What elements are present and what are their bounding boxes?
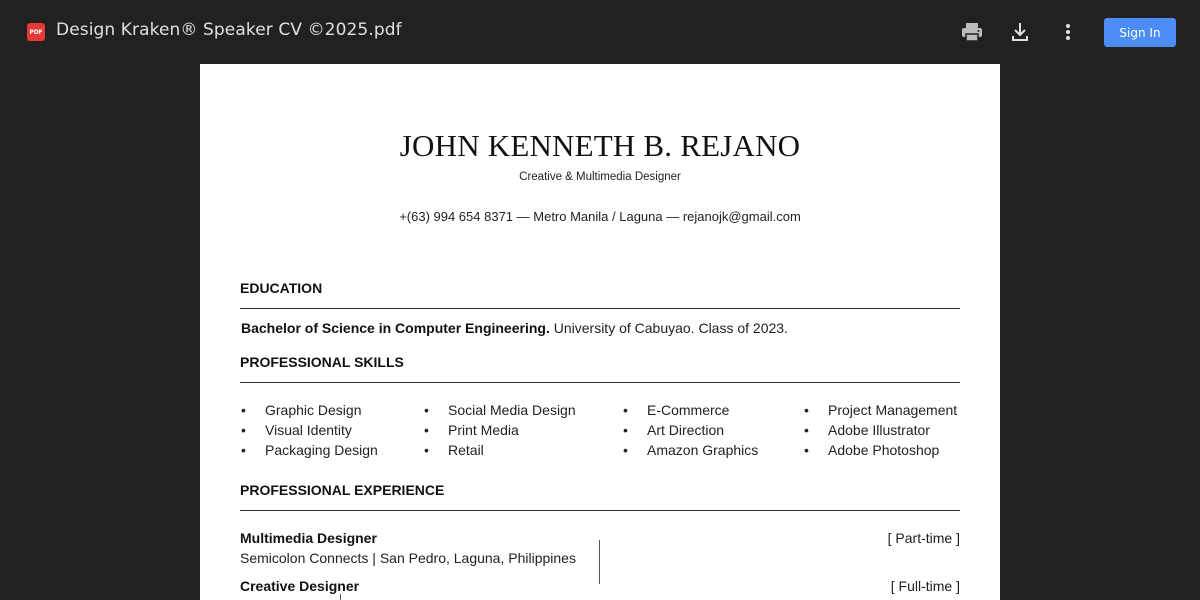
job-title: Multimedia Designer xyxy=(240,530,377,546)
skills-column-4 xyxy=(804,400,957,460)
job-type: [ Full-time ] xyxy=(890,578,960,594)
job-type: [ Part-time ] xyxy=(887,530,960,546)
section-divider xyxy=(240,308,960,309)
degree: Bachelor of Science in Computer Engineering. xyxy=(241,320,550,336)
skill-item: • Packaging Design xyxy=(241,440,378,460)
more-vert-icon[interactable] xyxy=(1056,20,1080,44)
skills-column-1 xyxy=(241,400,378,460)
job-organization: Semicolon Connects | San Pedro, Laguna, Philippines xyxy=(240,550,576,566)
resume-subtitle: Creative & Multimedia Designer xyxy=(519,171,681,183)
section-divider xyxy=(240,382,960,383)
skill-item: • Print Media xyxy=(424,420,576,440)
resume-contact: +(63) 994 654 8371 — Metro Manila / Laguna — rejanojk@gmail.com xyxy=(399,209,801,224)
skill-item: • Amazon Graphics xyxy=(623,440,758,460)
pdf-page xyxy=(200,64,1000,600)
vertical-divider xyxy=(340,594,341,600)
skill-item: • Art Direction xyxy=(623,420,758,440)
document-title: Design Kraken® Speaker CV ©2025.pdf xyxy=(56,20,402,40)
skill-item: • Retail xyxy=(424,440,576,460)
download-icon[interactable] xyxy=(1008,20,1032,44)
viewer-toolbar xyxy=(0,0,1200,64)
job-title: Creative Designer xyxy=(240,578,360,594)
skills-column-3 xyxy=(623,400,758,460)
skill-item: • E-Commerce xyxy=(623,400,758,420)
education-heading: EDUCATION xyxy=(240,280,323,296)
skill-item: • Social Media Design xyxy=(424,400,576,420)
skill-item: • Visual Identity xyxy=(241,420,378,440)
skill-item: • Graphic Design xyxy=(241,400,378,420)
skill-item: • Adobe Illustrator xyxy=(804,420,957,440)
education-entry xyxy=(241,320,788,336)
skills-heading: PROFESSIONAL SKILLS xyxy=(240,354,404,370)
vertical-divider xyxy=(599,540,600,584)
resume-name: JOHN KENNETH B. REJANO xyxy=(399,128,801,163)
sign-in-button[interactable]: Sign In xyxy=(1104,18,1176,47)
experience-heading: PROFESSIONAL EXPERIENCE xyxy=(240,482,445,498)
print-icon[interactable] xyxy=(960,20,984,44)
education-detail: University of Cabuyao. Class of 2023. xyxy=(549,320,788,336)
skill-item: • Adobe Photoshop xyxy=(804,440,957,460)
skills-column-2 xyxy=(424,400,576,460)
pdf-icon: PDF xyxy=(27,23,45,41)
section-divider xyxy=(240,510,960,511)
skill-item: • Project Management xyxy=(804,400,957,420)
